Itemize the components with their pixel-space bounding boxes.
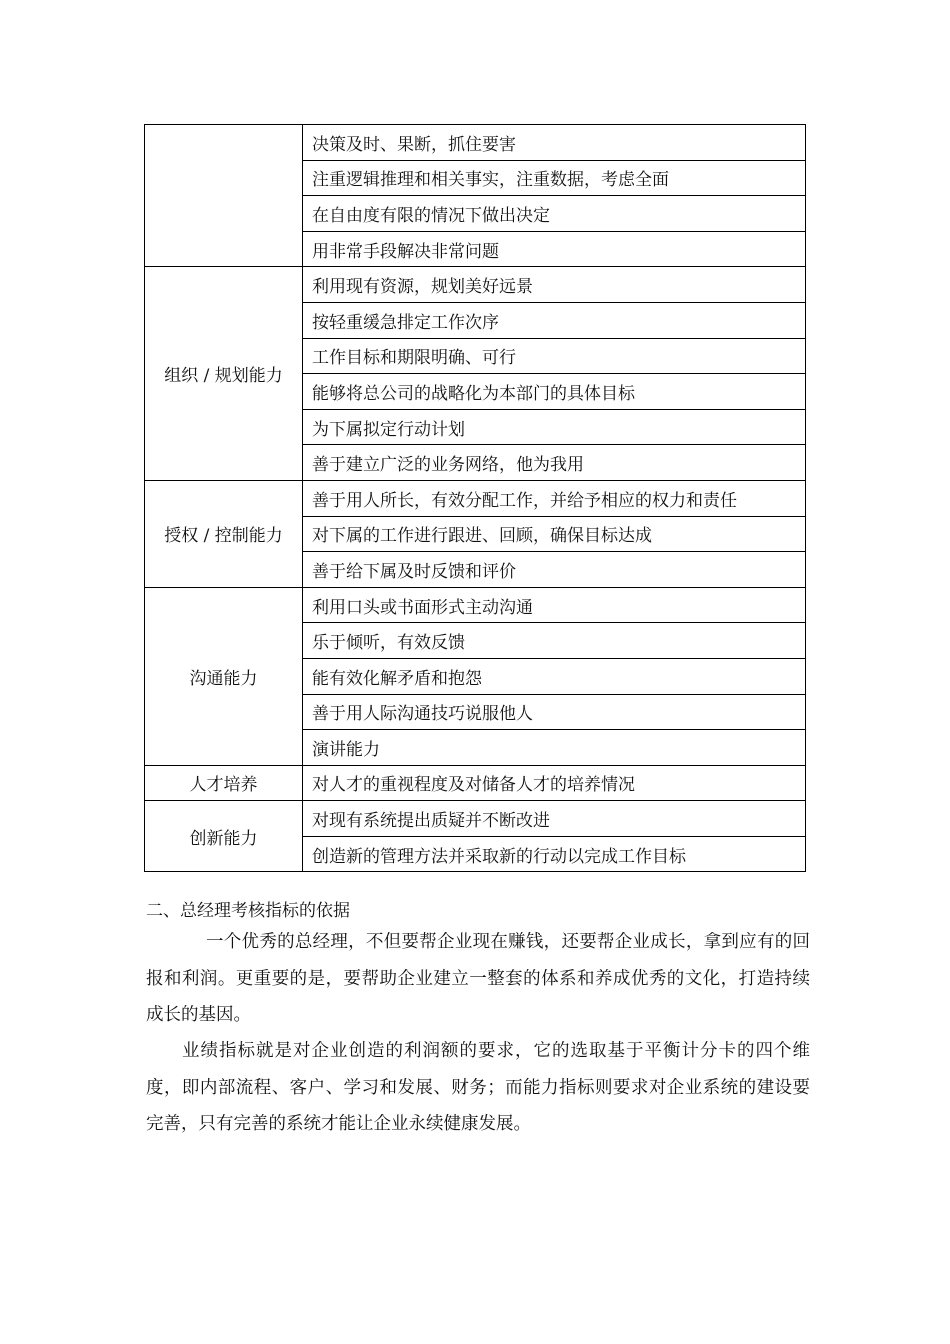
criterion-cell: 善于建立广泛的业务网络，他为我用 [303,445,806,481]
criterion-cell: 按轻重缓急排定工作次序 [303,302,806,338]
table-row [145,587,806,623]
category-cell [145,125,303,267]
category-cell: 沟通能力 [145,587,303,765]
competency-table-body [145,125,806,872]
criterion-cell: 对人才的重视程度及对储备人才的培养情况 [303,765,806,801]
criterion-cell: 善于给下属及时反馈和评价 [303,552,806,588]
criterion-cell: 工作目标和期限明确、可行 [303,338,806,374]
table-row [145,125,806,161]
paragraph-1: 一个优秀的总经理，不但要帮企业现在赚钱，还要帮企业成长，拿到应有的回报和利润。更重要的是，要帮助企业建立一整套的体系和养成优秀的文化，打造持续成长的基因。 [146,932,810,1025]
criterion-cell: 创造新的管理方法并采取新的行动以完成工作目标 [303,836,806,872]
paragraph-2: 业绩指标就是对企业创造的利润额的要求，它的选取基于平衡计分卡的四个维度，即内部流程、客户、学习和发展、财务；而能力指标则要求对企业系统的建设要完善，只有完善的系统才能让企业永续健康发展。 [146,1041,810,1134]
criterion-cell: 注重逻辑推理和相关事实，注重数据，考虑全面 [303,160,806,196]
section-heading: 二、总经理考核指标的依据 [146,901,350,921]
criterion-cell: 决策及时、果断，抓住要害 [303,125,806,161]
criterion-cell: 对现有系统提出质疑并不断改进 [303,801,806,837]
criterion-cell: 用非常手段解决非常问题 [303,231,806,267]
table-row [145,267,806,303]
criterion-cell: 能有效化解矛盾和抱怨 [303,658,806,694]
category-cell: 授权 / 控制能力 [145,480,303,587]
criterion-cell: 在自由度有限的情况下做出决定 [303,196,806,232]
criterion-cell: 善于用人所长，有效分配工作，并给予相应的权力和责任 [303,480,806,516]
criterion-cell: 对下属的工作进行跟进、回顾，确保目标达成 [303,516,806,552]
table-row [145,801,806,837]
category-cell: 人才培养 [145,765,303,801]
criterion-cell: 乐于倾听，有效反馈 [303,623,806,659]
category-cell: 创新能力 [145,801,303,872]
competency-table [144,124,806,872]
criterion-cell: 能够将总公司的战略化为本部门的具体目标 [303,374,806,410]
table-row [145,480,806,516]
table-row [145,765,806,801]
criterion-cell: 利用现有资源，规划美好远景 [303,267,806,303]
criterion-cell: 为下属拟定行动计划 [303,409,806,445]
criterion-cell: 善于用人际沟通技巧说服他人 [303,694,806,730]
criterion-cell: 演讲能力 [303,730,806,766]
category-cell: 组织 / 规划能力 [145,267,303,481]
criterion-cell: 利用口头或书面形式主动沟通 [303,587,806,623]
